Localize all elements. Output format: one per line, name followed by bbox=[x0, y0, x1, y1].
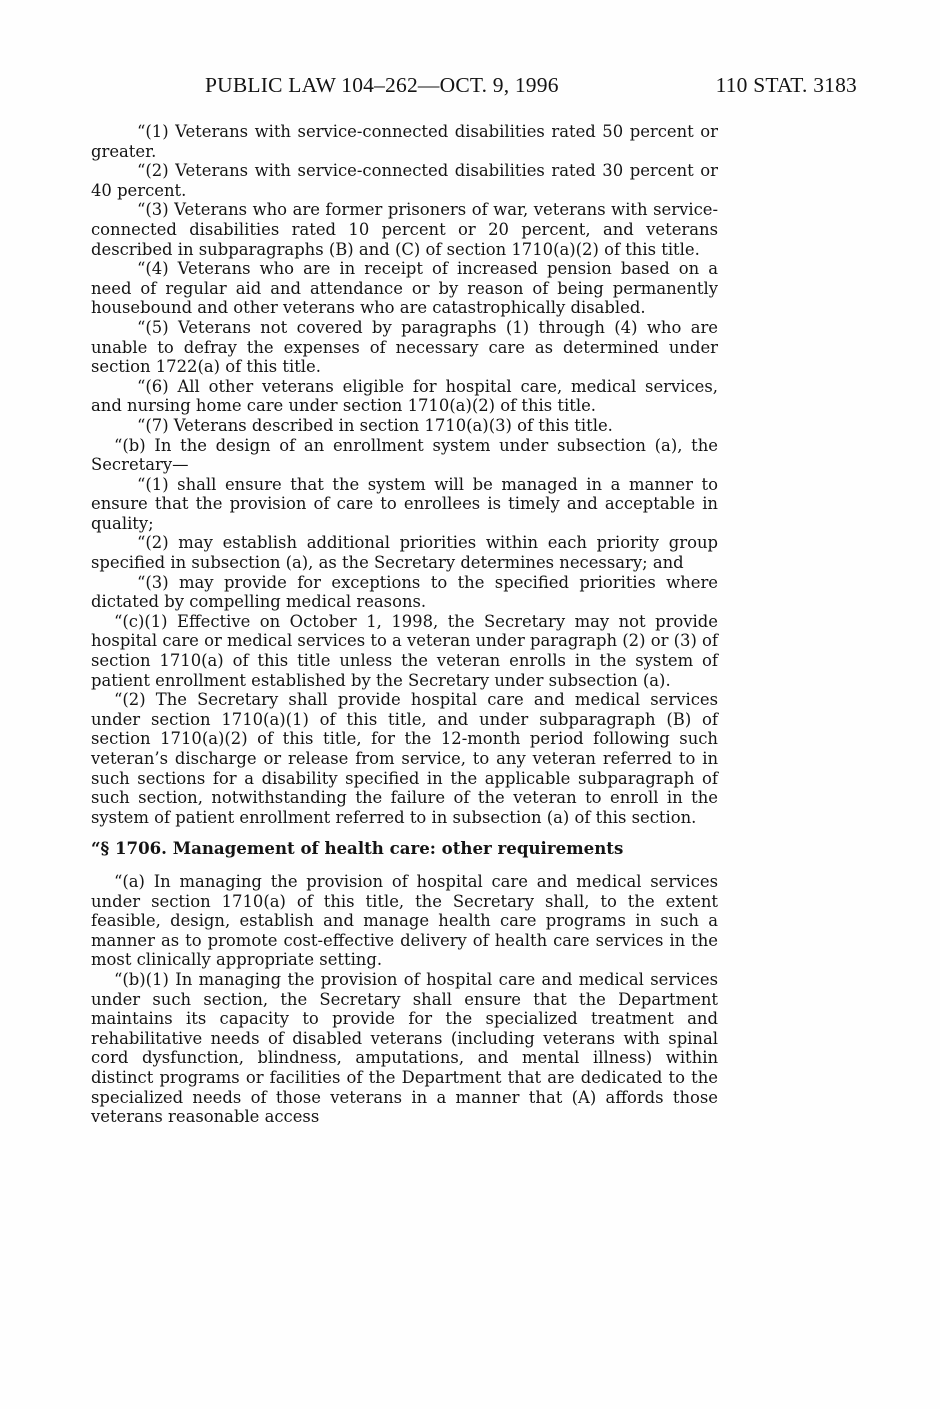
priority-paragraph-1: “(1) Veterans with service-connected disabilities rated 50 percent or greater. bbox=[91, 122, 718, 161]
priority-paragraph-3: “(3) Veterans who are former prisoners of war, veterans with service-connected disabilities rated 10 percent or 20 percent, and veterans described in subparagraphs (B) and (C) of section 1710(a)(2) of this title. bbox=[91, 200, 718, 259]
body-text bbox=[91, 122, 718, 1127]
subsection-b: “(b) In the design of an enrollment system under subsection (a), the Secretary— bbox=[91, 435, 718, 475]
priority-paragraph-2: “(2) Veterans with service-connected disabilities rated 30 percent or 40 percent. bbox=[91, 161, 718, 200]
subsection-b-paragraph-2: “(2) may establish additional priorities within each priority group specified in subsection (a), as the Secretary determines necessary; and bbox=[91, 533, 718, 573]
subsection-c-paragraph-2: “(2) The Secretary shall provide hospital care and medical services under section 1710(a)(1) of this title, and under subparagraph (B) of section 1710(a)(2) of this title, for the 12-month period following such veteran’s discharge or release from service, to any veteran referred to in such sections for a disability specified in the applicable subparagraph of such section, notwithstanding the failure of the veteran to enroll in the system of patient enrollment referred to in subsection (a) of this section. bbox=[91, 690, 718, 827]
priority-paragraph-5: “(5) Veterans not covered by paragraphs (1) through (4) who are unable to defray the expenses of necessary care as determined under section 1722(a) of this title. bbox=[91, 317, 718, 377]
running-head bbox=[205, 73, 857, 103]
priority-paragraph-6: “(6) All other veterans eligible for hospital care, medical services, and nursing home care under section 1710(a)(2) of this title. bbox=[91, 376, 718, 416]
subsection-b-paragraph-1: “(1) shall ensure that the system will be managed in a manner to ensure that the provision of care to enrollees is timely and acceptable in quality; bbox=[91, 474, 718, 533]
subsection-c-paragraph-1: “(c)(1) Effective on October 1, 1998, the Secretary may not provide hospital care or medical services to a veteran under paragraph (2) or (3) of section 1710(a) of this title unless the veteran enrolls in the system of patient enrollment established by the Secretary under subsection (a). bbox=[91, 611, 718, 690]
subsection-b-paragraph-3: “(3) may provide for exceptions to the specified priorities where dictated by compelling medical reasons. bbox=[91, 572, 718, 612]
priority-paragraph-4: “(4) Veterans who are in receipt of increased pension based on a need of regular aid and attendance or by reason of being permanently housebound and other veterans who are catastrophically disabled. bbox=[91, 259, 718, 318]
statute-page-number: 110 STAT. 3183 bbox=[715, 73, 857, 97]
section-1706-subsection-b: “(b)(1) In managing the provision of hospital care and medical services under such section, the Secretary shall ensure that the Department maintains its capacity to provide for the specialized treatment and rehabilitative needs of disabled veterans (including veterans with spinal cord dysfunction, blindness, amputations, and mental illness) within distinct programs or facilities of the Department that are dedicated to the specialized needs of those veterans in a manner that (A) affords those veterans reasonable access bbox=[91, 969, 718, 1127]
priority-paragraph-7: “(7) Veterans described in section 1710(a)(3) of this title. bbox=[137, 415, 613, 435]
section-1706-heading: “§ 1706. Management of health care: other requirements bbox=[91, 838, 624, 859]
section-1706-subsection-a: “(a) In managing the provision of hospital care and medical services under section 1710(a) of this title, the Secretary shall, to the extent feasible, design, establish and manage health care programs in such a manner as to promote cost-effective delivery of health care services in the most clinically appropriate setting. bbox=[91, 871, 718, 970]
public-law-citation: PUBLIC LAW 104–262—OCT. 9, 1996 bbox=[205, 73, 559, 97]
